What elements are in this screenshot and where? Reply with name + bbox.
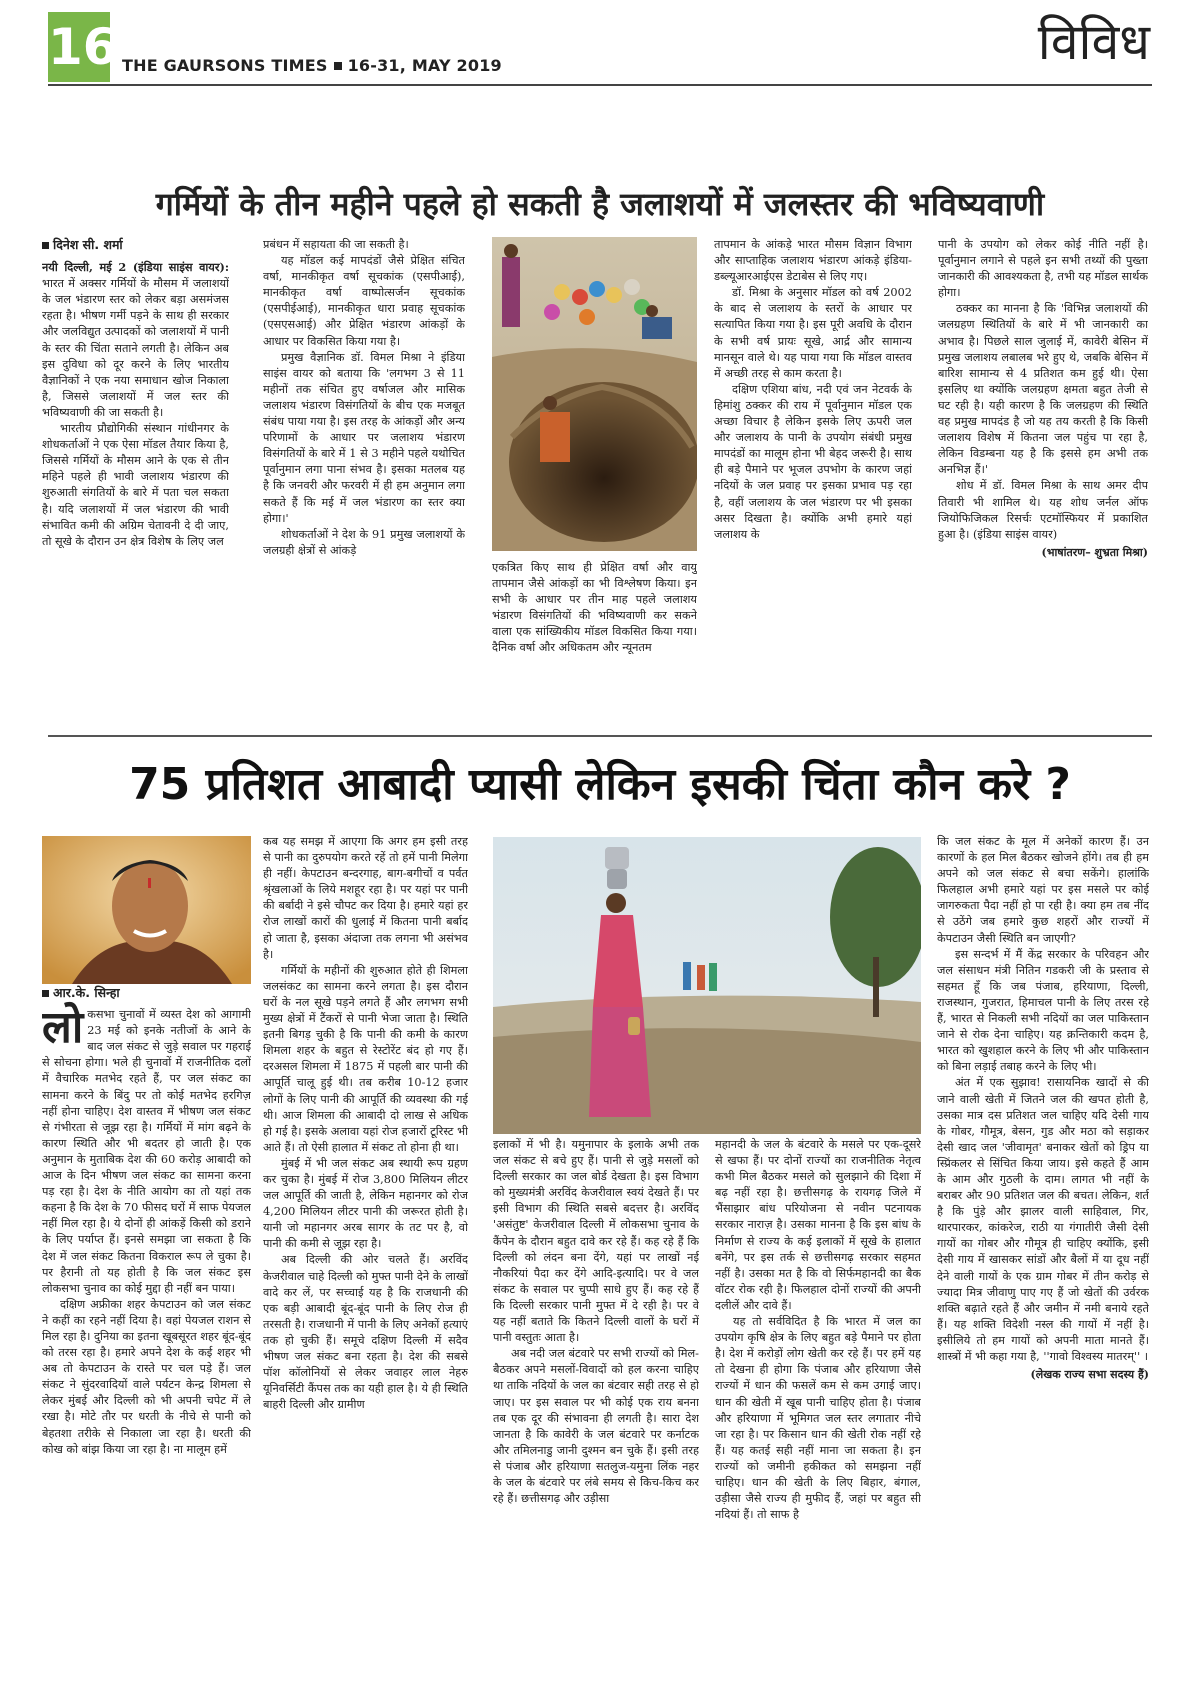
byline-square [42,990,49,997]
paragraph: दक्षिण एशिया बांध, नदी एवं जन नेटवर्क के हिमांशु ठक्कर की राय में पूर्वानुमान मॉडल एक अच्छा विचार है लेकिन इसके लिए ऊपरी जल और जलाशय के पानी के उपयोग संबंधी प्रमुख मापदंडों का मालूम होना भी बेहद जरूरी है। साथ ही बड़े पैमाने पर भूजल उपभोग के कारण जहां नदियों के जल प्रवाह पर इसका प्रभाव पड़ रहा है, वहीं जलाशय के जल भंडारण पर भी इसका असर दिखता है। क्योंकि अभी हमारे यहां जलाशय के [714,382,912,541]
article2-column-1 [42,985,251,1685]
paragraph: शोधकर्ताओं ने देश के 91 प्रमुख जलाशयों के जलग्रही क्षेत्रों से आंकड़े [263,527,465,557]
paragraph: दक्षिण अफ्रीका शहर केपटाउन को जल संकट ने कहीं का रहने नहीं दिया है। वहां पेयजल राशन से मिल रहा है। दुनिया का इतना खूबसूरत शहर बूंद-बूंद को तरस रहा है। हमारे अपने देश के कई शहर भी अब तो केपटाउन के रास्ते पर चल पड़े हैं। जल संकट ने सुंदरवादियों वाले पर्यटन केन्द्र शिमला से लेकर मुंबई और दिल्ली को भी अपनी चपेट में ले रखा है। मोटे तौर पर धरती के नीचे से पानी को बेहतशा तरीके से निकाला जा रहा है। धरती की कोख को बांझ किया जा रहा है। ना मालूम हमें [42,1297,251,1456]
article-divider [48,735,1152,737]
byline-square [42,242,49,249]
separator-square [334,62,342,70]
paragraph: अब नदी जल बंटवारे पर सभी राज्यों को मिल-बैठकर अपने मसलों-विवादों को हल करना चाहिए था ताकि नदियों के जल का बंटवार सही तरह से हो जाए। पर इस सवाल पर भी कोई एक राय बनना तब एक दूर की संभावना ही लगती है। सारा देश जानता है कि कावेरी के जल बंटवारे पर कर्नाटक और तमिलनाडु जानी दुश्मन बन चुके हैं। इसी तरह से पंजाब और हरियाणा सतलुज-यमुना लिंक नहर के जल के बंटवारे पर लंबे समय से किच-किच कर रहे हैं। छत्तीसगढ़ और उड़ीसा [493,1347,699,1506]
paragraph: भारत में अक्सर गर्मियों के मौसम में जलाशयों के जल भंडारण स्तर को लेकर बड़ा असमंजस रहता है। भीषण गर्मी पड़ने के साथ ही सरकार और जलविद्युत उत्पादकों को जलाशयों में पानी के स्तर की चिंता सताने लगती है। लेकिन अब इस दुविधा को दूर करने के लिए भारतीय वैज्ञानिकों ने एक नया समाधान खोज निकाला है, जिससे जलाशयों में जल स्तर की भविष्यवाणी की जा सकती है। [42,277,229,419]
paragraph: मुंबई में भी जल संकट अब स्थायी रूप ग्रहण कर चुका है। मुंबई में रोज 3,800 मिलियन लीटर जल आपूर्ति की जाती है, लेकिन महानगर को रोज 4,200 मिलियन लीटर पानी की जरूरत होती है। यानी जो महानगर अरब सागर के तट पर है, वो पानी की कमी से जूझ रहा है। [263,1156,468,1251]
paragraph: प्रमुख वैज्ञानिक डॉ. विमल मिश्रा ने इंडिया साइंस वायर को बताया कि 'लगभग 3 से 11 महीनों तक संचित हुए वर्षाजल और मासिक जलाशय भंडारण विसंगतियों के बीच एक मजबूत संबंध पाया गया है। इस तरह के आंकड़ों और अन्य परिणामों के आधार पर जलाशय भंडारण विसंगतियों के बारे में 1 से 3 महीने पहले यथोचित पूर्वानुमान लगा पाना संभव है। इसका मतलब यह है कि जनवरी और फरवरी में ही हम अनुमान लगा सकते हैं कि मई में जल भंडारण का स्तर क्या होगा।' [263,350,465,525]
author-credit: (लेखक राज्य सभा सदस्य हैं) [1030,1368,1149,1382]
paragraph: यह तो सर्वविदित है कि भारत में जल का उपयोग कृषि क्षेत्र के लिए बहुत बड़े पैमाने पर होता है। देश में करोड़ों लोग खेती कर रहे हैं। पर हमें यह तो देखना ही होगा कि पंजाब और हरियाणा जैसे राज्यों में धान की फसलें कम से कम उगाई जाए। धान की खेती में खूब पानी चाहिए होता है। पंजाब और हरियाणा में भूमिगत जल स्तर लगातार नीचे जा रहा है। पर किसान धान की खेती रोक नहीं रहे हैं। यह कतई सही नहीं माना जा सकता है। इन राज्यों को जमीनी हकीकत को समझना नहीं चाहिए। धान की खेती के लिए बिहार, बंगाल, उड़ीसा जैसे राज्य ही मुफीद हैं, जहां पर बहुत सी नदियां हैं। तो साफ है [715,1315,921,1522]
page-number: 16 [48,12,110,82]
article1-author: दिनेश सी. शर्मा [53,237,123,252]
paragraph: एकत्रित किए साथ ही प्रेक्षित वर्षा और वायु तापमान जैसे आंकड़ों का भी विश्लेषण किया। इन सभी के आधार पर तीन माह पहले जलाशय भंडारण विसंगतियों की भविष्यवाणी कर सकने वाला एक सांख्यिकीय मॉडल विकसित किया गया। दैनिक वर्षा और अधिकतम और न्यूनतम [492,561,697,655]
section-title: विविध [1037,13,1150,71]
article2-column-2 [263,834,468,1685]
paragraph: यह मॉडल कई मापदंडों जैसे प्रेक्षित संचित वर्षा, मानकीकृत वर्षा सूचकांक (एसपीआई), मानकीकृत वर्षा वाष्पोत्सर्जन सूचकांक (एसपीईआई), मानकीकृत धारा प्रवाह सूचकांक (एसएसआई) और प्रेक्षित भंडारण आंकड़ों के आधार पर विकसित किया गया है। [263,254,465,348]
article1-column-3 [492,560,697,717]
paragraph: तापमान के आंकड़े भारत मौसम विज्ञान विभाग और साप्ताहिक जलाशय भंडारण आंकड़े इंडिया-डब्ल्यूआरआईएस डेटाबेस से लिए गए। [714,238,912,284]
water-hole-photo-illustration [492,237,697,551]
paragraph: प्रबंधन में सहायता की जा सकती है। [263,238,409,251]
article1-headline: गर्मियों के तीन महीने पहले हो सकती है जलाशयों में जलस्तर की भविष्यवाणी [155,185,1045,223]
paragraph: इस सन्दर्भ में मैं केंद्र सरकार के परिवहन और जल संसाधन मंत्री नितिन गडकरी जी के प्रस्ताव से सहमत हूँ कि जब पंजाब, हरियाणा, दिल्ली, राजस्थान, गुजरात, हिमाचल पानी के लिए तरस रहे हैं, भारत से निकली सभी नदियों का जल पाकिस्तान जाने से रोक देना चाहिए। यह क्रन्तिकारी कदम है, भारत को खुशहाल करने के लिए भी और पाकिस्तान को बिना लड़ाई तबाह करने के लिए भी। [937,947,1149,1074]
paragraph: इलाकों में भी है। यमुनापार के इलाके अभी तक जल संकट से बचे हुए हैं। पानी से जुड़े मसलों को दिल्ली सरकार का जल बोर्ड देखता है। इस विभाग को मुख्यमंत्री अरविंद केजरीवाल स्वयं देखते हैं। पर इसी विभाग की स्थिति सबसे बदत्तर है। अरविंद 'असंतुष्ट' केजरीवाल दिल्ली में लोकसभा चुनाव के कैंपेन के दौरान बहुत दावे कर रहे हैं। कह रहे हैं कि दिल्ली को लंदन बना देंगे, यहां पर लाखों नई नौकरियां पैदा कर देंगे आदि-इत्यादि। पर वे जल संकट के सवाल पर चुप्पी साधे हुए हैं। कह रहे हैं कि दिल्ली सरकार पानी मुफ्त में दे रही है। पर वे यह नहीं बताते कि कितने दिल्ली वालों के घरों में पानी वस्तुतः आता है। [493,1138,699,1345]
paragraph: कसभा चुनावों में व्यस्त देश को आगामी 23 मई को इनके नतीजों के आने के बाद जल संकट से जुड़े सवाल पर गहराई से सोचना होगा। भले ही चुनावों में राजनीतिक दलों में वैचारिक मतभेद रहते हैं, पर जल संकट का सामना करने के बिंदु पर तो कोई मतभेद हरगिज़ नहीं होना चाहिए। देश वास्तव में भीषण जल संकट से गंभीरता से जूझ रहा है। गर्मियों में मांग बढ़ने के कारण स्थिति और भी बदतर हो जाती है। एक अनुमान के मुताबिक देश की 60 करोड़ आबादी को आज के दिन भीषण जल संकट का सामना करना पड़ रहा है। देश के नीति आयोग का तो यहां तक कहना है कि देश के 70 फीसद घरों में साफ पेयजल नहीं मिल रहा है। ये दोनों ही आंकड़ें किसी को डराने के लिए पर्याप्त हैं। इनसे समझा जा सकता है कि देश में जल संकट कितना विकराल रूप ले चुका है। पर हैरानी तो यह होती है कि जल संकट इस लोकसभा चुनाव का कोई मुद्दा ही नहीं बन पाया। [42,1008,251,1295]
article1-byline [42,237,229,253]
paragraph: डॉ. मिश्रा के अनुसार मॉडल को वर्ष 2002 के बाद से जलाशय के स्तरों के आधार पर सत्यापित किया गया है। इस पूरी अवधि के दौरान के सभी वर्ष प्रायः सूखे, आर्द्र और सामान्य मानसून वाले थे। यह पाया गया कि मॉडल वास्तव में अच्छी तरह से काम करता है। [714,286,912,380]
distant-women [683,962,717,991]
publication-name: THE GAURSONS TIMES [122,56,328,75]
paragraph: पानी के उपयोग को लेकर कोई नीति नहीं है। पूर्वानुमान लगाने से पहले इन सभी तथ्यों की पुख्ता जानकारी की आवश्यकता है, तभी यह मॉडल सार्थक होगा। [938,238,1148,300]
issue-date: 16-31, MAY 2019 [347,56,502,75]
paragraph: अंत में एक सुझाव! रासायनिक खादों से की जाने वाली खेती में जितने जल की खपत होती है, उसका मात्र दस प्रतिशत जल चाहिए यदि देसी गाय के गोबर, गौमूत्र, बेसन, गुड और मठा को सड़ाकर देसी खाद जल 'जीवामृत' बनाकर खेतों को ड्रिप या स्प्रिंकलर से सिंचित किया जाय। इसे कहते हैं आम के आम और गुठली के दाम। लागत भी नहीं के बराबर और 90 प्रतिशत जल की बचत। लेकिन, शर्त है कि पुंड़े और झालर वाली साहिवाल, गिर, थारपारकर, कांकरेज, राठी या गंगातीरी जैसी देसी गायों का गोबर और गौमूत्र ही चाहिए क्योंकि, इसी देसी गाय में खासकर सांडों और बैलों में या दूध नहीं देने वाली गायों के एक ग्राम गोबर में तीन करोड़ से ज्यादा मित्र जीवाणु पाए गए हैं जो खेतों की उर्वरक शक्ति बढ़ाते रहते हैं और जमीन में नमी बनाये रहते हैं। यह शक्ति विदेशी नस्ल की गायों में नहीं है। इसीलिये तो हम गायों को अपनी माता मानते हैं। शास्त्रों में भी कहा गया है, ''गावो विश्वस्य मातरम्'' । [937,1076,1149,1363]
water-carrier-photo-illustration [493,837,921,1134]
paragraph: गर्मियों के महीनों की शुरुआत होते ही शिमला जलसंकट का सामना करने लगता है। इस दौरान घरों के नल सूखे पड़ने लगते हैं और लगभग सभी मुख्य क्षेत्रों में टैंकरों से पानी भेजा जाता है। स्थिति इतनी बिगड़ चुकी है कि पानी की कमी के कारण शिमला शहर के बहुत से रेस्टोरेंट बंद हो गए हैं। दरअसल शिमला में 1875 में पहली बार पानी की आपूर्ति चालू हुई थी। तब करीब 10-12 हजार लोगों के लिए पानी की आपूर्ति की व्यवस्था की गई थी। आज शिमला की आबादी दो लाख से अधिक हो गई है। इसके अलावा यहां रोज हजारों टूरिस्ट भी आते हैं। तो ऐसी हालात में संकट तो होना ही था। [263,963,468,1154]
masthead [122,56,502,75]
article2-column-3 [493,1137,699,1685]
article1-column-1 [42,237,229,717]
article1-column-4 [714,237,912,717]
article2-headline: 75 प्रतिशत आबादी प्यासी लेकिन इसकी चिंता कौन करे ? [129,759,1071,810]
header-rule [48,84,1152,86]
paragraph: महानदी के जल के बंटवारे के मसले पर एक-दूसरे से खफा हैं। पर दोनों राज्यों का राजनीतिक नेतृत्व कभी मिल बैठकर मसले को सुलझाने की दिशा में बढ़ नहीं रहा है। छत्तीसगढ़ के रायगढ़ जिले में भैंसाझार बांध परियोजना से नवीन पटनायक सरकार नाराज़ है। उसका मानना है कि इस बांध के निर्माण से राज्य के कई इलाकों में सूखे के हालात बनेंगे, पर इस तर्क से छत्तीसगढ़ सरकार सहमत नहीं है। उसका मत है कि वो सिर्फमहानदी का बैक वॉटर रोक रही है। फिलहाल दोनों राज्यों की अपनी दलीलें और दावे हैं। [715,1138,921,1312]
author-portrait [42,836,251,984]
translation-credit: (भाषांतरण– शुभ्रता मिश्रा) [1041,545,1148,559]
article1-column-2 [263,237,465,717]
photo-woman-carrying-water-pots [493,837,921,1134]
article2-column-5 [937,834,1149,1685]
paragraph: अब दिल्ली की ओर चलते हैं। अरविंद केजरीवाल चाहे दिल्ली को मुफ्त पानी देने के लाखों वादे कर लें, पर सच्चाई यह है कि राजधानी की एक बड़ी आबादी बूंद-बूंद पानी के लिए रोज ही तरसती है। राजधानी में पानी के लिए अनेकों हत्याएं तक हो चुकी हैं। समूचे दक्षिण दिल्ली में सदैव भीषण जल संकट बना रहता है। देश की सबसे पॉश कॉलोनियों से लेकर जवाहर लाल नेहरु यूनिवर्सिटी कैंपस तक का यही हाल है। ये ही स्थिति बाहरी दिल्ली और ग्रामीण [263,1253,468,1412]
article1-dateline: नयी दिल्ली, मई 2 (इंडिया साइंस वायर): [42,260,229,275]
article2-author: आर.के. सिन्हा [53,985,120,1000]
drop-cap: लो [42,1002,84,1054]
photo-women-drawing-water [492,237,697,551]
portrait-photo-illustration [42,836,251,984]
paragraph: शोध में डॉ. विमल मिश्रा के साथ अमर दीप तिवारी भी शामिल थे। यह शोध जर्नल ऑफ जियोफिजिकल रिसर्चः एटमॉस्फियर में प्रकाशित हुआ है। (इंडिया साइंस वायर) [938,479,1148,541]
paragraph: कब यह समझ में आएगा कि अगर हम इसी तरह से पानी का दुरुपयोग करते रहें तो हमें पानी मिलेगा ही नहीं। केपटाउन बन्दरगाह, बाग-बगीचों व पर्वत श्रृंखलाओं के लिये मशहूर रहा है। पर यहां पर पानी की बर्बादी ने इसे चौपट कर दिया है। हमारे यहां हर रोज लाखों कारों की धुलाई में कितना पानी बर्बाद हो जाता है, इसका अंदाजा तक लगना भी असंभव है। [263,835,468,961]
paragraph: कि जल संकट के मूल में अनेकों कारण हैं। उन कारणों के हल मिल बैठकर खोजने होंगे। तब ही हम अपने को जल संकट से बचा सकेंगे। हालांकि फिलहाल अभी हमारे यहां पर इस मसले पर कोई जागरुकता पैदा नहीं हो पा रही है। क्या हम तब नींद से उठेंगे जब हमारे कुछ शहरों और राज्यों में केपटाउन जैसी स्थिति बन जाएगी? [937,835,1149,945]
paragraph: ठक्कर का मानना है कि 'विभिन्न जलाशयों की जलग्रहण स्थितियों के बारे में भी जानकारी का अभाव है। पिछले साल जुलाई में, कावेरी बेसिन में प्रमुख जलाशय लबालब भरे हुए थे, जबकि बेसिन में बारिश सामान्य से 4 प्रतिशत कम हुई थी। ऐसा इसलिए था क्योंकि जलग्रहण क्षमता बहुत तेजी से घट रही है। यही कारण है कि जलग्रहण की स्थिति वह प्रमुख मापदंड है जो यह तय करती है कि किसी जलाशय विशेष में कितना जल पहुंच पा रहा है, लेकिन विडम्बना यह है कि इससे हम अभी तक अनभिज्ञ हैं।' [938,302,1148,477]
article1-column-5 [938,237,1148,717]
article2-byline [42,985,251,1001]
article2-column-4 [715,1137,921,1685]
paragraph: भारतीय प्रौद्योगिकी संस्थान गांधीनगर के शोधकर्ताओं ने एक ऐसा मॉडल तैयार किया है, जिससे गर्मियों के मौसम आने के एक से तीन महिने पहले ही भावी जलाशय भंडारण की शुरुआती संगतियों के बारे में पता चल सकता है। यदि जलाशयों में जल भंडारण की भावी संभावित कमी की अग्रिम चेतावनी दे दी जाए, तो सूखे के दौरान उन क्षेत्र विशेष के लिए जल [42,422,229,548]
